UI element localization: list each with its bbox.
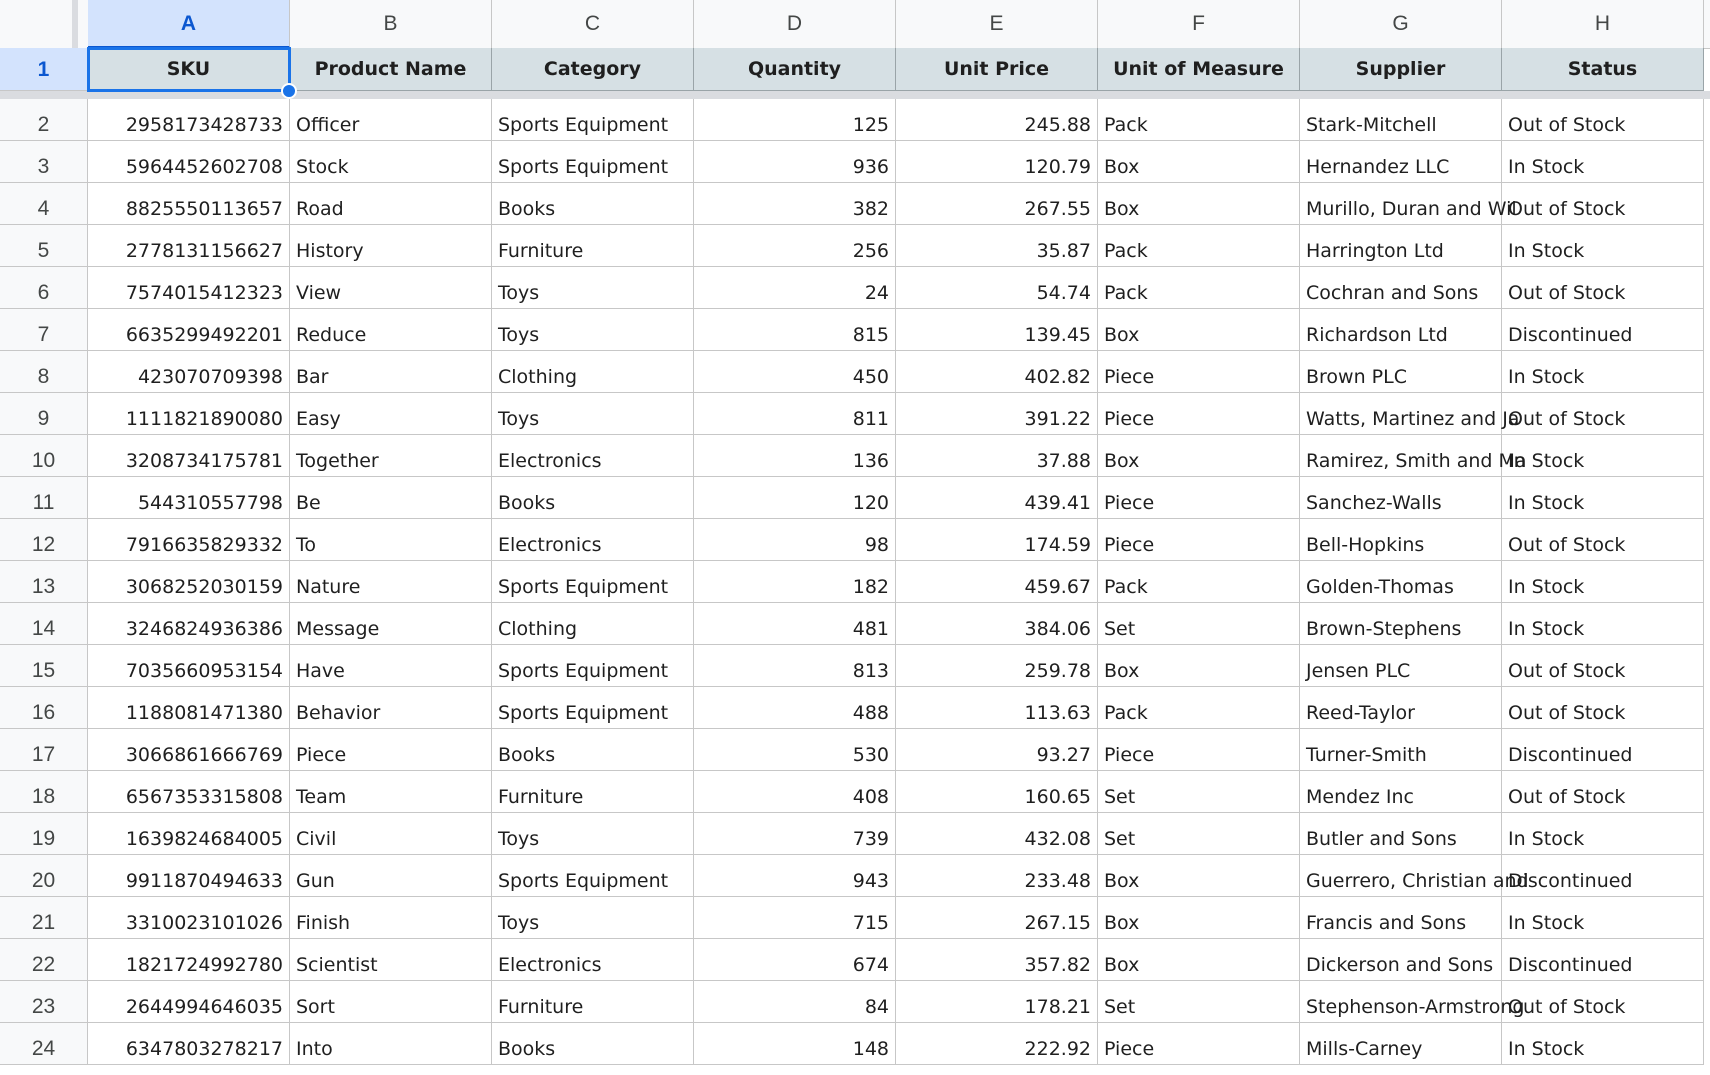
column-header-g[interactable]: G <box>1300 0 1502 48</box>
table-cell[interactable]: 24 <box>694 267 896 309</box>
table-cell[interactable]: 6347803278217 <box>88 1023 290 1065</box>
table-cell[interactable]: Electronics <box>492 519 694 561</box>
table-cell[interactable]: 178.21 <box>896 981 1098 1023</box>
table-cell[interactable]: View <box>290 267 492 309</box>
table-cell[interactable]: Box <box>1098 645 1300 687</box>
table-cell[interactable]: Francis and Sons <box>1300 897 1502 939</box>
table-cell[interactable]: Set <box>1098 813 1300 855</box>
table-cell[interactable]: Pack <box>1098 561 1300 603</box>
table-cell[interactable]: Toys <box>492 309 694 351</box>
table-cell[interactable]: Box <box>1098 939 1300 981</box>
table-cell[interactable]: 3066861666769 <box>88 729 290 771</box>
row-header[interactable]: 23 <box>0 981 88 1023</box>
header-cell-h[interactable]: Status <box>1502 48 1704 91</box>
table-cell[interactable]: Road <box>290 183 492 225</box>
table-cell[interactable]: Reed-Taylor <box>1300 687 1502 729</box>
fill-handle[interactable] <box>281 83 297 99</box>
table-cell[interactable]: 481 <box>694 603 896 645</box>
table-cell[interactable]: 84 <box>694 981 896 1023</box>
table-cell[interactable]: 148 <box>694 1023 896 1065</box>
table-cell[interactable]: Sanchez-Walls <box>1300 477 1502 519</box>
table-cell[interactable]: Murillo, Duran and Wil <box>1300 183 1502 225</box>
table-cell[interactable]: Nature <box>290 561 492 603</box>
table-cell[interactable]: Piece <box>1098 477 1300 519</box>
table-cell[interactable]: 2644994646035 <box>88 981 290 1023</box>
row-header[interactable]: 7 <box>0 309 88 351</box>
table-cell[interactable]: 7916635829332 <box>88 519 290 561</box>
table-cell[interactable]: Toys <box>492 267 694 309</box>
table-cell[interactable]: 408 <box>694 771 896 813</box>
table-cell[interactable]: In Stock <box>1502 813 1704 855</box>
row-header[interactable]: 12 <box>0 519 88 561</box>
table-cell[interactable]: 439.41 <box>896 477 1098 519</box>
row-header[interactable]: 13 <box>0 561 88 603</box>
table-cell[interactable]: 8825550113657 <box>88 183 290 225</box>
table-cell[interactable]: 3246824936386 <box>88 603 290 645</box>
table-cell[interactable]: In Stock <box>1502 225 1704 267</box>
row-header[interactable]: 5 <box>0 225 88 267</box>
table-cell[interactable]: Furniture <box>492 981 694 1023</box>
header-cell-g[interactable]: Supplier <box>1300 48 1502 91</box>
table-cell[interactable]: Stock <box>290 141 492 183</box>
row-header[interactable]: 15 <box>0 645 88 687</box>
table-cell[interactable]: 256 <box>694 225 896 267</box>
table-cell[interactable]: 811 <box>694 393 896 435</box>
table-cell[interactable]: 943 <box>694 855 896 897</box>
table-cell[interactable]: Out of Stock <box>1502 99 1704 141</box>
table-cell[interactable]: 139.45 <box>896 309 1098 351</box>
table-cell[interactable]: 120.79 <box>896 141 1098 183</box>
table-cell[interactable]: Box <box>1098 855 1300 897</box>
table-cell[interactable]: Reduce <box>290 309 492 351</box>
column-header-e[interactable]: E <box>896 0 1098 48</box>
table-cell[interactable]: Discontinued <box>1502 939 1704 981</box>
table-cell[interactable]: Piece <box>1098 393 1300 435</box>
table-cell[interactable]: In Stock <box>1502 477 1704 519</box>
header-cell-d[interactable]: Quantity <box>694 48 896 91</box>
table-cell[interactable]: 136 <box>694 435 896 477</box>
table-cell[interactable]: 530 <box>694 729 896 771</box>
table-cell[interactable]: Team <box>290 771 492 813</box>
table-cell[interactable]: Books <box>492 183 694 225</box>
table-cell[interactable]: Out of Stock <box>1502 183 1704 225</box>
table-cell[interactable]: Sports Equipment <box>492 99 694 141</box>
table-cell[interactable]: Box <box>1098 435 1300 477</box>
table-cell[interactable]: 9911870494633 <box>88 855 290 897</box>
row-header[interactable]: 3 <box>0 141 88 183</box>
table-cell[interactable]: In Stock <box>1502 435 1704 477</box>
column-header-f[interactable]: F <box>1098 0 1300 48</box>
table-cell[interactable]: Golden-Thomas <box>1300 561 1502 603</box>
row-header[interactable]: 10 <box>0 435 88 477</box>
table-cell[interactable]: 382 <box>694 183 896 225</box>
table-cell[interactable]: Set <box>1098 771 1300 813</box>
row-header[interactable]: 17 <box>0 729 88 771</box>
row-header[interactable]: 18 <box>0 771 88 813</box>
table-cell[interactable]: 402.82 <box>896 351 1098 393</box>
table-cell[interactable]: Set <box>1098 603 1300 645</box>
frozen-row-divider[interactable] <box>0 91 1710 99</box>
table-cell[interactable]: Sort <box>290 981 492 1023</box>
table-cell[interactable]: 267.55 <box>896 183 1098 225</box>
table-cell[interactable]: Out of Stock <box>1502 645 1704 687</box>
select-all-corner[interactable] <box>0 0 78 48</box>
table-cell[interactable]: Discontinued <box>1502 855 1704 897</box>
table-cell[interactable]: 357.82 <box>896 939 1098 981</box>
table-cell[interactable]: Officer <box>290 99 492 141</box>
table-cell[interactable]: Out of Stock <box>1502 393 1704 435</box>
table-cell[interactable]: Out of Stock <box>1502 687 1704 729</box>
table-cell[interactable]: To <box>290 519 492 561</box>
table-cell[interactable]: 35.87 <box>896 225 1098 267</box>
table-cell[interactable]: Stark-Mitchell <box>1300 99 1502 141</box>
header-cell-b[interactable]: Product Name <box>290 48 492 91</box>
table-cell[interactable]: 936 <box>694 141 896 183</box>
table-cell[interactable]: 2778131156627 <box>88 225 290 267</box>
header-cell-a[interactable]: SKU <box>88 48 290 91</box>
column-header-d[interactable]: D <box>694 0 896 48</box>
table-cell[interactable]: Stephenson-Armstrong <box>1300 981 1502 1023</box>
row-header[interactable]: 16 <box>0 687 88 729</box>
table-cell[interactable]: Piece <box>1098 729 1300 771</box>
table-cell[interactable]: Box <box>1098 183 1300 225</box>
row-header[interactable]: 21 <box>0 897 88 939</box>
table-cell[interactable]: Cochran and Sons <box>1300 267 1502 309</box>
table-cell[interactable]: 1188081471380 <box>88 687 290 729</box>
table-cell[interactable]: Discontinued <box>1502 729 1704 771</box>
table-cell[interactable]: Out of Stock <box>1502 267 1704 309</box>
row-header[interactable]: 20 <box>0 855 88 897</box>
table-cell[interactable]: Books <box>492 1023 694 1065</box>
table-cell[interactable]: Guerrero, Christian and <box>1300 855 1502 897</box>
column-header-b[interactable]: B <box>290 0 492 48</box>
table-cell[interactable]: In Stock <box>1502 141 1704 183</box>
table-cell[interactable]: Behavior <box>290 687 492 729</box>
table-cell[interactable]: Dickerson and Sons <box>1300 939 1502 981</box>
table-cell[interactable]: 739 <box>694 813 896 855</box>
table-cell[interactable]: Box <box>1098 897 1300 939</box>
table-cell[interactable]: 1111821890080 <box>88 393 290 435</box>
table-cell[interactable]: Butler and Sons <box>1300 813 1502 855</box>
table-cell[interactable]: Sports Equipment <box>492 645 694 687</box>
table-cell[interactable]: Hernandez LLC <box>1300 141 1502 183</box>
table-cell[interactable]: Mendez Inc <box>1300 771 1502 813</box>
table-cell[interactable]: Out of Stock <box>1502 981 1704 1023</box>
table-cell[interactable]: 488 <box>694 687 896 729</box>
table-cell[interactable]: 813 <box>694 645 896 687</box>
row-header[interactable]: 8 <box>0 351 88 393</box>
table-cell[interactable]: Electronics <box>492 435 694 477</box>
header-cell-c[interactable]: Category <box>492 48 694 91</box>
table-cell[interactable]: 715 <box>694 897 896 939</box>
table-cell[interactable]: Furniture <box>492 771 694 813</box>
column-header-a[interactable]: A <box>88 0 290 48</box>
table-cell[interactable]: Piece <box>290 729 492 771</box>
row-header[interactable]: 6 <box>0 267 88 309</box>
table-cell[interactable]: 3208734175781 <box>88 435 290 477</box>
table-cell[interactable]: Toys <box>492 813 694 855</box>
table-cell[interactable]: 391.22 <box>896 393 1098 435</box>
table-cell[interactable]: Ramirez, Smith and Ma <box>1300 435 1502 477</box>
table-cell[interactable]: 6567353315808 <box>88 771 290 813</box>
table-cell[interactable]: Sports Equipment <box>492 561 694 603</box>
table-cell[interactable]: 113.63 <box>896 687 1098 729</box>
table-cell[interactable]: Scientist <box>290 939 492 981</box>
table-cell[interactable]: 1821724992780 <box>88 939 290 981</box>
table-cell[interactable]: Set <box>1098 981 1300 1023</box>
row-header[interactable]: 11 <box>0 477 88 519</box>
table-cell[interactable]: Message <box>290 603 492 645</box>
table-cell[interactable]: 7035660953154 <box>88 645 290 687</box>
table-cell[interactable]: Clothing <box>492 351 694 393</box>
row-header[interactable]: 9 <box>0 393 88 435</box>
table-cell[interactable]: Pack <box>1098 225 1300 267</box>
table-cell[interactable]: Out of Stock <box>1502 519 1704 561</box>
row-header[interactable]: 22 <box>0 939 88 981</box>
table-cell[interactable]: 674 <box>694 939 896 981</box>
column-header-c[interactable]: C <box>492 0 694 48</box>
table-cell[interactable]: 245.88 <box>896 99 1098 141</box>
table-cell[interactable]: Bar <box>290 351 492 393</box>
table-cell[interactable]: Piece <box>1098 1023 1300 1065</box>
table-cell[interactable]: 450 <box>694 351 896 393</box>
table-cell[interactable]: Toys <box>492 393 694 435</box>
row-header[interactable]: 14 <box>0 603 88 645</box>
table-cell[interactable]: Watts, Martinez and Ja <box>1300 393 1502 435</box>
table-cell[interactable]: 544310557798 <box>88 477 290 519</box>
row-header[interactable]: 24 <box>0 1023 88 1065</box>
table-cell[interactable]: 125 <box>694 99 896 141</box>
table-cell[interactable]: In Stock <box>1502 1023 1704 1065</box>
header-cell-e[interactable]: Unit Price <box>896 48 1098 91</box>
table-cell[interactable]: Sports Equipment <box>492 855 694 897</box>
table-cell[interactable]: Brown PLC <box>1300 351 1502 393</box>
table-cell[interactable]: Books <box>492 477 694 519</box>
table-cell[interactable]: 174.59 <box>896 519 1098 561</box>
table-cell[interactable]: Box <box>1098 309 1300 351</box>
table-cell[interactable]: Finish <box>290 897 492 939</box>
table-cell[interactable]: 2958173428733 <box>88 99 290 141</box>
table-cell[interactable]: 37.88 <box>896 435 1098 477</box>
table-cell[interactable]: 3310023101026 <box>88 897 290 939</box>
table-cell[interactable]: Civil <box>290 813 492 855</box>
table-cell[interactable]: 259.78 <box>896 645 1098 687</box>
table-cell[interactable]: In Stock <box>1502 561 1704 603</box>
table-cell[interactable]: Piece <box>1098 519 1300 561</box>
table-cell[interactable]: Box <box>1098 141 1300 183</box>
table-cell[interactable]: Gun <box>290 855 492 897</box>
table-cell[interactable]: 160.65 <box>896 771 1098 813</box>
table-cell[interactable]: 7574015412323 <box>88 267 290 309</box>
table-cell[interactable]: In Stock <box>1502 897 1704 939</box>
table-cell[interactable]: Into <box>290 1023 492 1065</box>
table-cell[interactable]: 1639824684005 <box>88 813 290 855</box>
table-cell[interactable]: Discontinued <box>1502 309 1704 351</box>
table-cell[interactable]: 182 <box>694 561 896 603</box>
table-cell[interactable]: 54.74 <box>896 267 1098 309</box>
table-cell[interactable]: 267.15 <box>896 897 1098 939</box>
table-cell[interactable]: Be <box>290 477 492 519</box>
table-cell[interactable]: Sports Equipment <box>492 141 694 183</box>
row-header[interactable]: 4 <box>0 183 88 225</box>
table-cell[interactable]: Have <box>290 645 492 687</box>
table-cell[interactable]: Toys <box>492 897 694 939</box>
table-cell[interactable]: Bell-Hopkins <box>1300 519 1502 561</box>
table-cell[interactable]: Clothing <box>492 603 694 645</box>
table-cell[interactable]: Furniture <box>492 225 694 267</box>
table-cell[interactable]: 233.48 <box>896 855 1098 897</box>
table-cell[interactable]: Out of Stock <box>1502 771 1704 813</box>
table-cell[interactable]: Pack <box>1098 99 1300 141</box>
table-cell[interactable]: Pack <box>1098 687 1300 729</box>
table-cell[interactable]: 815 <box>694 309 896 351</box>
table-cell[interactable]: Mills-Carney <box>1300 1023 1502 1065</box>
table-cell[interactable]: 6635299492201 <box>88 309 290 351</box>
table-cell[interactable]: In Stock <box>1502 603 1704 645</box>
table-cell[interactable]: 423070709398 <box>88 351 290 393</box>
table-cell[interactable]: Together <box>290 435 492 477</box>
table-cell[interactable]: History <box>290 225 492 267</box>
row-header-1[interactable]: 1 <box>0 48 88 91</box>
table-cell[interactable]: Sports Equipment <box>492 687 694 729</box>
table-cell[interactable]: 98 <box>694 519 896 561</box>
header-cell-f[interactable]: Unit of Measure <box>1098 48 1300 91</box>
table-cell[interactable]: 5964452602708 <box>88 141 290 183</box>
table-cell[interactable]: Piece <box>1098 351 1300 393</box>
table-cell[interactable]: Richardson Ltd <box>1300 309 1502 351</box>
table-cell[interactable]: Electronics <box>492 939 694 981</box>
table-cell[interactable]: Pack <box>1098 267 1300 309</box>
table-cell[interactable]: Jensen PLC <box>1300 645 1502 687</box>
table-cell[interactable]: 384.06 <box>896 603 1098 645</box>
table-cell[interactable]: Harrington Ltd <box>1300 225 1502 267</box>
table-cell[interactable]: Turner-Smith <box>1300 729 1502 771</box>
table-cell[interactable]: 93.27 <box>896 729 1098 771</box>
table-cell[interactable]: Brown-Stephens <box>1300 603 1502 645</box>
table-cell[interactable]: 120 <box>694 477 896 519</box>
table-cell[interactable]: 432.08 <box>896 813 1098 855</box>
table-cell[interactable]: 222.92 <box>896 1023 1098 1065</box>
row-header[interactable]: 2 <box>0 99 88 141</box>
table-cell[interactable]: 3068252030159 <box>88 561 290 603</box>
table-cell[interactable]: 459.67 <box>896 561 1098 603</box>
row-header[interactable]: 19 <box>0 813 88 855</box>
table-cell[interactable]: Books <box>492 729 694 771</box>
column-header-h[interactable]: H <box>1502 0 1704 48</box>
table-cell[interactable]: Easy <box>290 393 492 435</box>
table-cell[interactable]: In Stock <box>1502 351 1704 393</box>
